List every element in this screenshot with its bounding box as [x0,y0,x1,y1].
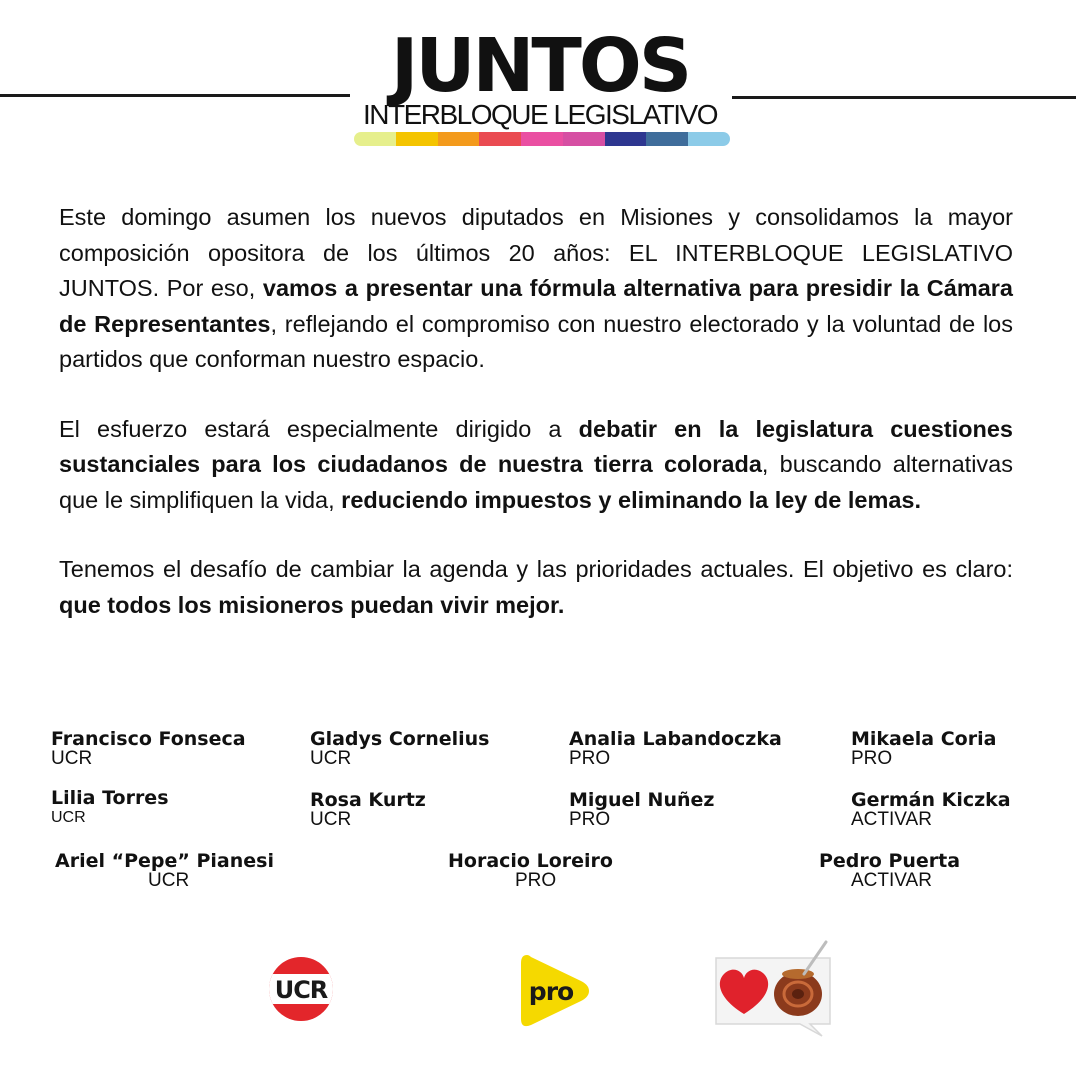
page-subtitle: INTERBLOQUE LEGISLATIVO [363,99,717,130]
signatory-party: UCR [310,809,352,830]
signatory-party: UCR [51,809,86,826]
signatory [448,851,613,891]
stripe-segment [563,132,605,146]
ucr-logo [268,956,334,1022]
signatory-name: Gladys Cornelius [310,728,490,750]
signatory-name: Mikaela Coria [851,728,997,750]
signatory-party: ACTIVAR [851,870,932,891]
paragraph-2: El esfuerzo estará especialmente dirigido a debatir en la legislatura cuestiones sustanciales para los ciudadanos de nuestra tierra colorada, buscando alternativas que le simplifiquen la vida, reduciendo impuestos y eliminando la ley de lemas. [59,415,1013,513]
signatory-name: Pedro Puerta [819,850,961,872]
signatory [310,790,426,830]
paragraph-1: Este domingo asumen los nuevos diputados en Misiones y consolidamos la mayor composición opositora de los últimos 20 años: EL INTERBLOQUE LEGISLATIVO JUNTOS. Por eso, vamos a presentar una fórmula alternativa para presidir la Cámara de Representantes, reflejando el compromiso con nuestro electorado y la voluntad de los partidos que conforman nuestro espacio. [59,204,1013,372]
stripe-segment [521,132,563,146]
paragraph-3: Tenemos el desafío de cambiar la agenda y las prioridades actuales. El objetivo es claro: que todos los misioneros puedan vivir mejor. [59,556,1013,618]
signatory-party: UCR [51,748,93,769]
ucr-logo-text: UCR [274,976,328,1004]
signatory-name: Francisco Fonseca [51,728,246,750]
signatory-name: Miguel Nuñez [569,789,715,811]
signatory [569,729,782,769]
stripe-segment [646,132,688,146]
stripe-segment [438,132,480,146]
heart-mate-icon [710,938,836,1038]
signatory [569,790,714,830]
signatory-name: Rosa Kurtz [310,789,426,811]
signatory-party: UCR [310,748,352,769]
stripe-segment [688,132,730,146]
signatory [819,851,960,891]
stripe-segment [396,132,438,146]
stripe-segment [354,132,396,146]
pro-logo [517,951,591,1031]
signatory-name: Ariel “Pepe” Pianesi [55,850,274,872]
signatory-name: Germán Kiczka [851,789,1011,811]
signatory-party: PRO [515,870,557,891]
page-title: JUNTOS [390,23,690,109]
signatory [55,851,274,891]
signatory [51,788,169,828]
statement-body [59,200,1013,657]
signatory-name: Lilia Torres [51,787,169,809]
stripe-segment [605,132,647,146]
signatory-party: PRO [569,809,611,830]
signatory-party: PRO [569,748,611,769]
signatory-name: Horacio Loreiro [448,850,613,872]
signatory [51,729,246,769]
color-stripe [354,132,730,146]
signatory-party: PRO [851,748,893,769]
signatory [851,790,1011,830]
stripe-segment [479,132,521,146]
signatory [851,729,996,769]
signatory-party: ACTIVAR [851,809,932,830]
pro-logo-text: pro [528,977,574,1006]
signatory-name: Analia Labandoczka [569,728,782,750]
signatory-party: UCR [148,870,190,891]
signatory [310,729,489,769]
